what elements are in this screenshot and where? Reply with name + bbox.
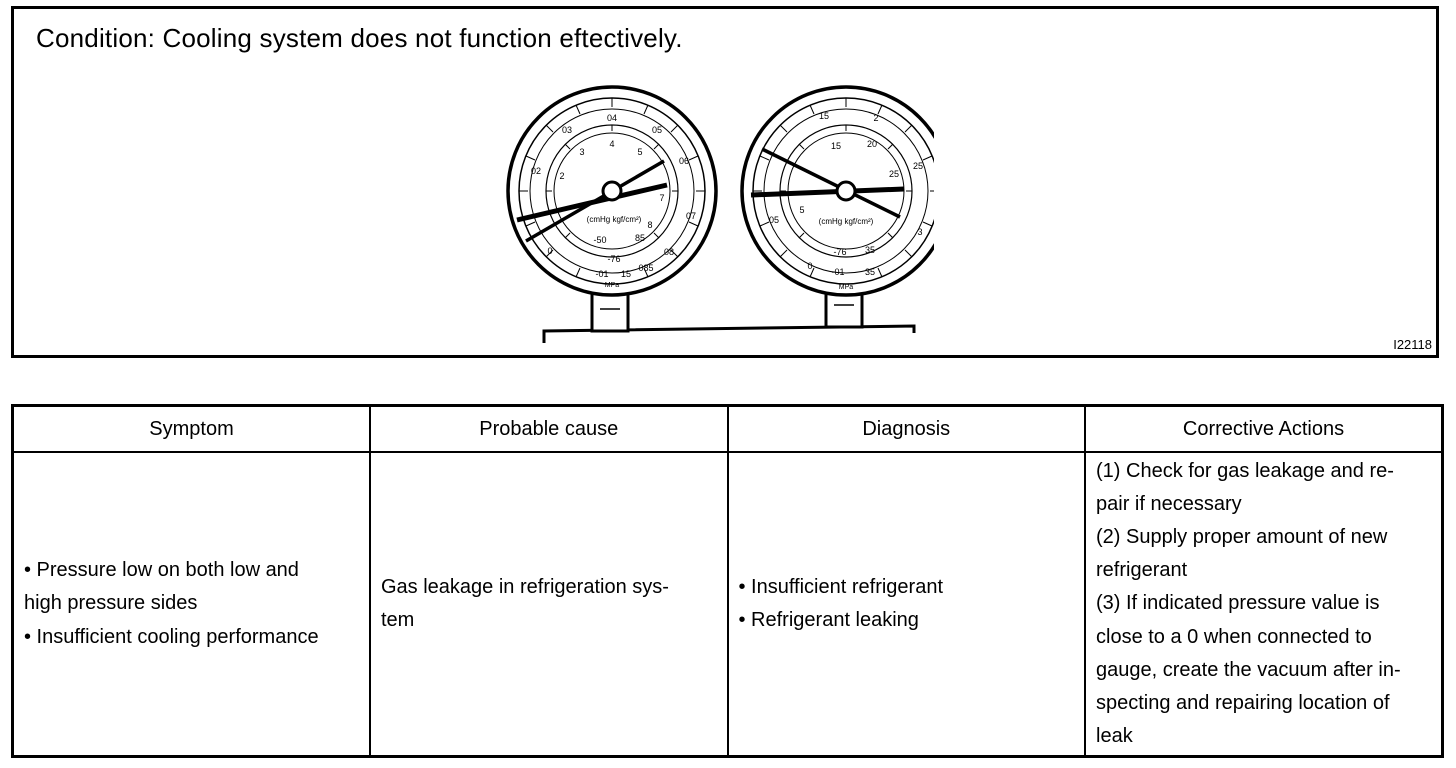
left-inner-label: 2: [559, 171, 565, 181]
action-line: (1) Check for gas leakage and re-: [1096, 459, 1394, 482]
right-outer-label: 3: [917, 227, 923, 237]
action-line: gauge, create the vacuum after in-: [1096, 658, 1401, 681]
right-inner-label: 5: [799, 205, 805, 215]
right-inner-label: 15: [830, 141, 842, 151]
cause-line: tem: [381, 609, 415, 631]
right-gauge: [742, 87, 934, 295]
table-row: [13, 452, 1443, 757]
symptom-line: high pressure sides: [24, 592, 198, 615]
right-outer-label: 0: [807, 261, 813, 271]
left-inner-label: 85: [634, 233, 646, 243]
left-inner-label: 3: [579, 147, 585, 157]
left-inner-label: 5: [637, 147, 643, 157]
diagnosis-cell: [728, 452, 1086, 757]
header-corrective-actions: Corrective Actions: [1085, 406, 1443, 453]
left-outer-label: -01: [595, 269, 609, 279]
right-outer-label: 25: [912, 161, 924, 171]
right-unit-bottom: MPa: [838, 284, 854, 291]
header-probable-cause: Probable cause: [370, 406, 728, 453]
action-line: (2) Supply proper amount of new: [1096, 525, 1388, 548]
left-gauge: [508, 87, 716, 295]
diagnosis-line: • Refrigerant leaking: [738, 609, 919, 631]
left-outer-label: 08: [663, 247, 675, 257]
table-header-row: [13, 406, 1443, 453]
left-outer-label: 15: [620, 269, 632, 279]
action-line: refrigerant: [1096, 559, 1188, 582]
right-inner-label: -76: [833, 247, 847, 257]
right-unit-text: (cmHg kgf/cm²): [818, 217, 874, 226]
symptom-cell: [13, 452, 371, 757]
left-unit-bottom: MPa: [604, 282, 620, 289]
condition-title: Condition: Cooling system does not function eftectively.: [36, 23, 683, 53]
left-outer-label: 085: [638, 263, 654, 273]
left-inner-label: 4: [609, 139, 615, 149]
left-inner-label: -50: [593, 235, 607, 245]
diagnosis-line: • Insufficient refrigerant: [738, 575, 944, 598]
right-outer-label: 2: [873, 113, 879, 123]
right-inner-label: 35: [864, 245, 876, 255]
left-inner-label: 7: [659, 193, 665, 203]
left-outer-label: 03: [561, 125, 573, 135]
right-inner-label: 20: [866, 139, 878, 149]
left-outer-label: 04: [606, 113, 618, 123]
action-line: specting and repairing location of: [1096, 692, 1390, 714]
left-outer-label: -76: [607, 254, 621, 264]
left-outer-label: 02: [530, 166, 542, 176]
action-line: (3) If indicated pressure value is: [1096, 592, 1380, 615]
header-symptom: Symptom: [13, 406, 371, 453]
left-outer-label: 06: [678, 156, 690, 166]
left-inner-label: 8: [647, 220, 653, 230]
condition-panel: [11, 6, 1439, 358]
right-outer-label: 05: [768, 215, 780, 225]
actions-cell: [1085, 452, 1443, 757]
right-outer-label: 15: [818, 111, 830, 121]
cause-line: Gas leakage in refrigeration sys-: [381, 575, 669, 598]
left-outer-label: 0: [547, 246, 553, 256]
symptom-line: • Pressure low on both low and: [24, 559, 299, 582]
figure-id: I22118: [1393, 337, 1432, 352]
diagnosis-table: [11, 404, 1444, 758]
right-outer-label: 35: [864, 267, 876, 277]
gauge-illustration: [504, 81, 934, 351]
action-line: leak: [1096, 725, 1133, 748]
action-line: close to a 0 when connected to: [1096, 625, 1372, 648]
action-line: pair if necessary: [1096, 492, 1242, 515]
left-outer-label: 07: [685, 211, 697, 221]
right-outer-label: -01: [831, 267, 845, 277]
symptom-line: • Insufficient cooling performance: [24, 625, 319, 648]
header-diagnosis: Diagnosis: [728, 406, 1086, 453]
cause-cell: [370, 452, 728, 757]
left-outer-label: 05: [651, 125, 663, 135]
right-inner-label: 25: [888, 169, 900, 179]
left-unit-text: (cmHg kgf/cm²): [586, 215, 642, 224]
